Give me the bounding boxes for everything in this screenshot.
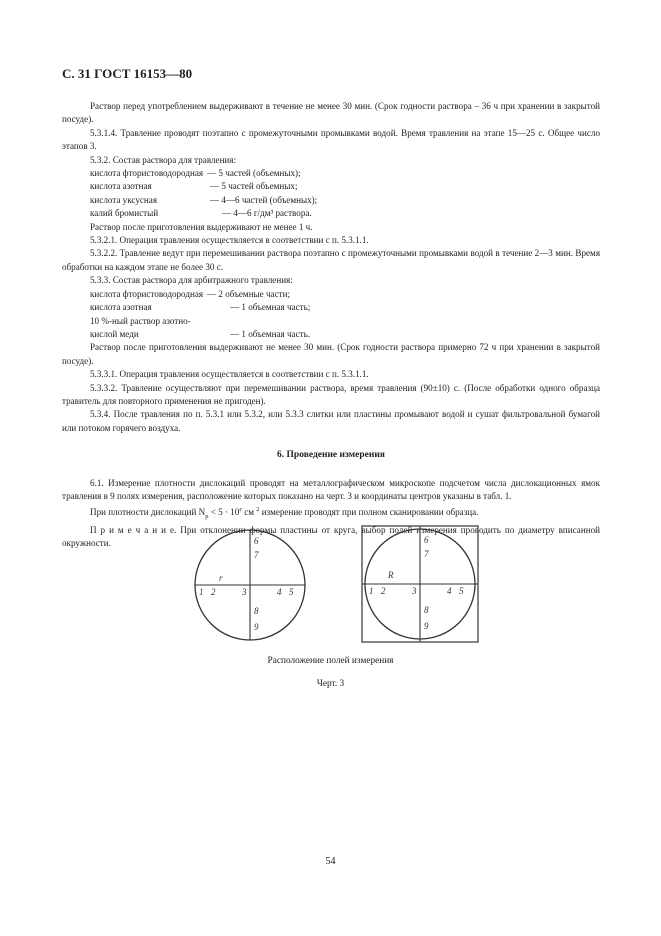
- component-amount: — 5 частей (объемных);: [207, 168, 301, 179]
- composition-row: [62, 315, 600, 328]
- point-label: 5: [289, 587, 294, 597]
- component-name: кислой меди: [90, 328, 139, 339]
- component-amount: — 5 частей объемных;: [210, 181, 298, 192]
- paragraph: [62, 503, 600, 523]
- page-header: С. 31 ГОСТ 16153—80: [62, 66, 193, 81]
- radius-label: R: [388, 570, 394, 580]
- paragraph: 5.3.3.2. Травление осуществляют при перемешивании раствора, время травления (90±10) с. (После обработки одного образца травитель для повторного применения не пригоден).: [62, 382, 600, 406]
- composition-row: [62, 328, 600, 341]
- point-label: 2: [211, 587, 216, 597]
- paragraph: 5.3.3.1. Операция травления осуществляется в соответствии с п. 5.3.1.1.: [90, 369, 369, 380]
- component-amount: — 1 объемная часть;: [230, 302, 311, 313]
- point-label: 3: [412, 586, 417, 596]
- text-fragment: При плотности дислокаций N: [90, 507, 206, 518]
- page-number: 54: [325, 856, 336, 867]
- point-label: 1: [199, 587, 204, 597]
- component-name: калий бромистый: [90, 208, 159, 219]
- note: П р и м е ч а н и е. При отклонении формы пластины от круга, выбор полей измерения проводить по диаметру вписанной окружности.: [62, 524, 600, 549]
- component-amount: — 1 объемная часть.: [230, 328, 311, 339]
- paragraph: Раствор перед употреблением выдерживают в течение не менее 30 мин. (Срок годности раствора – 36 ч при хранении в закрытой посуде).: [62, 101, 600, 125]
- figure-measurement-fields: [190, 525, 480, 650]
- component-name: кислота фтористоводородная: [90, 168, 204, 179]
- point-label: 7: [254, 550, 259, 560]
- point-label: 1: [369, 586, 374, 596]
- point-label: 9: [254, 622, 259, 632]
- point-label: 2: [381, 586, 386, 596]
- figure-number: Черт. 3: [316, 679, 345, 689]
- point-label: 3: [242, 587, 247, 597]
- text-fragment: р: [205, 513, 209, 521]
- paragraph: Раствор после приготовления выдерживают не менее 1 ч.: [90, 221, 313, 232]
- composition-row: [62, 167, 600, 180]
- component-amount: — 2 объемные части;: [207, 288, 290, 299]
- document-body: [62, 100, 600, 550]
- text-fragment: < 5 · 10: [208, 507, 240, 518]
- component-name: 10 %-ный раствор азотно-: [90, 315, 191, 326]
- point-label: 8: [424, 605, 429, 615]
- composition-row: [62, 194, 600, 207]
- paragraph: 5.3.4. После травления по п. 5.3.1 или 5.3.2, или 5.3.3 слитки или пластины промывают водой и сушат фильтровальной бумагой или потоком горячего воздуха.: [62, 409, 600, 433]
- paragraph: 5.3.2. Состав раствора для травления:: [90, 154, 237, 165]
- component-amount: — 4—6 частей (объемных);: [210, 194, 318, 205]
- paragraph: 5.3.3. Состав раствора для арбитражного травления:: [90, 275, 293, 286]
- component-amount: [210, 315, 600, 328]
- point-label: 8: [254, 606, 259, 616]
- section-title: 6. Проведение измерения: [277, 450, 385, 461]
- point-label: 6: [424, 535, 429, 545]
- text-fragment: 2: [256, 506, 260, 514]
- paragraph: 5.3.1.4. Травление проводят поэтапно с промежуточными промывками водой. Время травления на этапе 15—25 с. Общее число этапов 3.: [62, 127, 600, 152]
- text-fragment: см: [241, 507, 257, 518]
- composition-row: [62, 180, 600, 193]
- component-name: кислота азотная: [90, 181, 152, 192]
- point-label: 9: [424, 621, 429, 631]
- component-name: кислота азотная: [90, 302, 152, 313]
- figure-caption: Расположение полей измерения: [267, 656, 394, 666]
- composition-row: [62, 207, 600, 220]
- text-fragment: измерение проводят при полном сканировании образца.: [259, 507, 479, 518]
- component-name: кислота уксусная: [90, 194, 158, 205]
- point-label: 5: [459, 586, 464, 596]
- paragraph: 6.1. Измерение плотности дислокаций проводят на металлографическом микроскопе подсчетом числа дислокационных ямок травления в 9 полях измерения, расположение которых показано на черт. 3 и координаты центров указаны в табл. 1.: [62, 477, 600, 501]
- radius-label: r: [219, 573, 223, 583]
- paragraph: Раствор после приготовления выдерживают не менее 30 мин. (Срок годности раствора примерно 72 ч при хранении в закрытой посуде).: [62, 342, 600, 366]
- composition-row: [62, 288, 600, 301]
- paragraph: 5.3.2.2. Травление ведут при перемешивании раствора поэтапно с промежуточными промывками водой в течение 2—3 мин. Время обработки на каждом этапе не более 30 с.: [62, 248, 600, 272]
- point-label: 4: [277, 587, 282, 597]
- paragraph: 5.3.2.1. Операция травления осуществляется в соответствии с п. 5.3.1.1.: [90, 235, 369, 246]
- right-diagram: [358, 522, 482, 646]
- composition-row: [62, 301, 600, 314]
- component-name: кислота фтористоводородная: [90, 288, 204, 299]
- point-label: 4: [447, 586, 452, 596]
- point-label: 7: [424, 549, 429, 559]
- left-diagram: [190, 525, 310, 645]
- point-label: 6: [254, 536, 259, 546]
- text-fragment: г: [239, 506, 242, 514]
- component-amount: — 4—6 г/дм³ раствора.: [222, 208, 312, 219]
